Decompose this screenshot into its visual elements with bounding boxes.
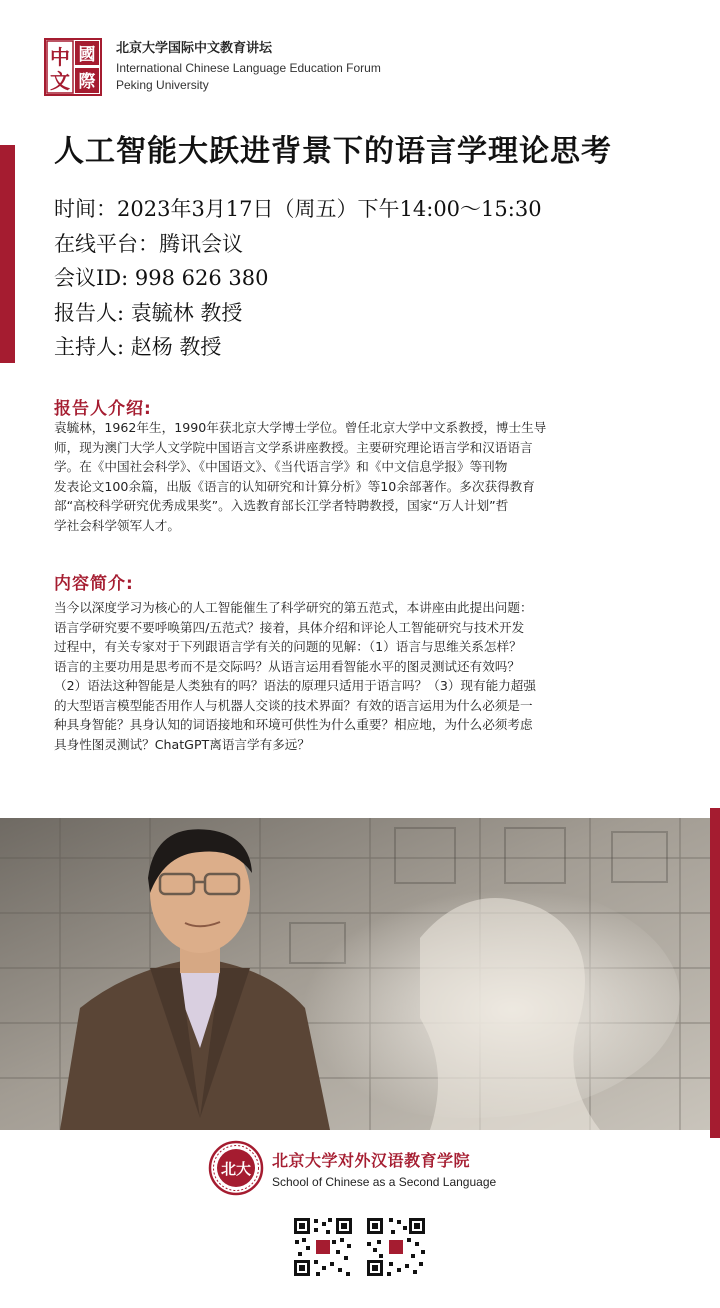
svg-text:中: 中 (50, 45, 70, 69)
speaker-intro-heading: 报告人介绍: (54, 399, 152, 419)
content-intro-line: 具身性图灵测试？ChatGPT离语言学有多远？ (54, 736, 310, 752)
lecture-platform: 在线平台：腾讯会议 (54, 231, 243, 256)
qr-code-icon (365, 1216, 427, 1278)
content-intro-body (54, 598, 670, 754)
speaker-intro-body (54, 418, 670, 535)
forum-title-en: International Chinese Language Education Forum (116, 61, 381, 75)
speaker-intro-line: 袁毓林，1962年生，1990年获北京大学博士学位。曾任北京大学中文系教授，博士生导 (54, 420, 547, 435)
lecture-speaker: 报告人: 袁毓林 教授 (54, 300, 243, 325)
speaker-intro-line: 学社会科学领军人才。 (54, 517, 180, 533)
content-intro-line: 语言的主要功用是思考而不是交际吗？从语言运用看智能水平的图灵测试还有效吗？ (54, 658, 520, 674)
svg-text:文: 文 (50, 69, 70, 93)
pku-emblem-icon (208, 1140, 264, 1196)
qr-code-left[interactable] (292, 1216, 354, 1278)
speaker-intro-line: 学。在《中国社会科学》、《中国语文》、《当代语言学》和《中文信息学报》等刊物 (54, 459, 508, 474)
seal-icon (44, 38, 102, 96)
content-intro-line: 过程中，有关专家对于下列跟语言学有关的问题的见解：（1）语言与思维关系怎样？ (54, 639, 522, 654)
lecture-info (54, 192, 542, 365)
lecture-time: 时间：2023年3月17日（周五）下午14:00～15:30 (54, 197, 542, 221)
forum-title-cn: 北京大学国际中文教育讲坛 (116, 41, 273, 56)
meeting-id[interactable]: 会议ID: 998 626 380 (54, 266, 269, 290)
forum-university-en: Peking University (116, 78, 209, 92)
school-name-cn: 北京大学对外汉语教育学院 (272, 1150, 471, 1170)
svg-text:際: 際 (78, 72, 96, 92)
left-accent-bar (0, 145, 15, 363)
speaker-intro-line: 发表论文100余篇，出版《语言的认知研究和计算分析》等10余部著作。多次获得教育 (54, 478, 535, 494)
content-intro-line: 语言学研究要不要呼唤第四/五范式？接着，具体介绍和评论人工智能研究与技术开发 (54, 619, 525, 635)
speaker-intro-line: 师，现为澳门大学人文学院中国语言文学系讲座教授。主要研究理论语言学和汉语语言 (54, 439, 533, 455)
speaker-photo (0, 818, 710, 1130)
content-intro-line: 种具身智能？具身认知的词语接地和环境可供性为什么重要？相应地，为什么必须考虑 (54, 717, 533, 732)
speaker-portrait-image (0, 818, 710, 1130)
lecture-host: 主持人: 赵杨 教授 (54, 335, 222, 359)
lecture-title: 人工智能大跃进背景下的语言学理论思考 (54, 134, 612, 169)
emblem-text: 北大 (220, 1160, 252, 1178)
right-accent-bar (710, 808, 720, 1138)
qr-code-icon (292, 1216, 354, 1278)
content-intro-heading: 内容简介: (54, 574, 134, 594)
content-intro-line: 的大型语言模型能否用作人与机器人交谈的技术界面？有效的语言运用为什么必须是一 (54, 697, 533, 713)
content-intro-line: （2）语法这种智能是人类独有的吗？语法的原理只适用于语言吗？（3）现有能力超强 (54, 678, 536, 693)
forum-seal-logo (44, 38, 102, 96)
school-logo (208, 1140, 496, 1196)
content-intro-line: 当今以深度学习为核心的人工智能催生了科学研究的第五范式，本讲座由此提出问题： (54, 600, 533, 615)
school-name-en: School of Chinese as a Second Language (272, 1174, 497, 1189)
forum-header (44, 38, 381, 96)
svg-text:國: 國 (78, 45, 96, 65)
qr-code-right[interactable] (365, 1216, 427, 1278)
speaker-intro-line: 部“高校科学研究优秀成果奖”。入选教育部长江学者特聘教授，国家“万人计划”哲 (54, 498, 509, 513)
